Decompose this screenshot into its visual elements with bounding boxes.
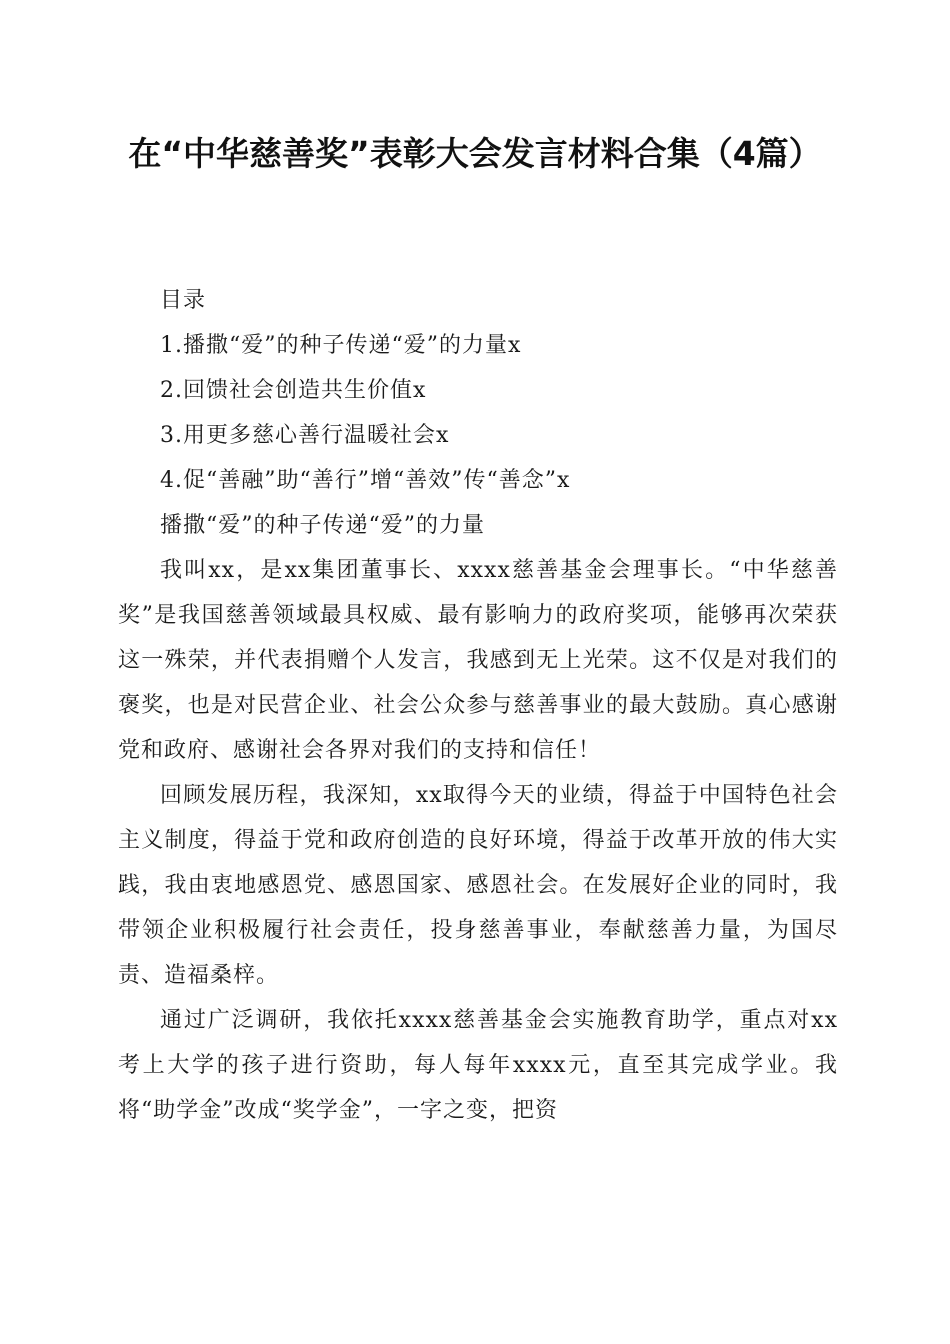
toc-heading: 目录 [160,288,207,313]
paragraph-1: 我叫xx，是xx集团董事长、xxxx慈善基金会理事长。“中华慈善奖”是我国慈善领域最具权威、最有影响力的政府奖项，能够再次荣获这一殊荣，并代表捐赠个人发言，我感到无上光荣。这不仅是对我们的褒奖，也是对民营企业、社会公众参与慈善事业的最大鼓励。真心感谢党和政府、感谢社会各界对我们的支持和信任！ [118,558,838,763]
toc-item-2: 2.回馈社会创造共生价值x [160,378,427,403]
toc-item-4: 4.促“善融”助“善行”增“善效”传“善念”x [160,468,571,493]
paragraph-3: 通过广泛调研，我依托xxxx慈善基金会实施教育助学，重点对xx考上大学的孩子进行资助，每人每年xxxx元，直至其完成学业。我将“助学金”改成“奖学金”，一字之变，把资 [118,1008,838,1123]
toc-item-1: 1.播撒“爱”的种子传递“爱”的力量x [160,333,522,358]
document-body [118,278,838,1133]
section-title: 播撒“爱”的种子传递“爱”的力量 [160,513,485,538]
document-title: 在“中华慈善奖”表彰大会发言材料合集（4篇） [128,134,822,173]
paragraph-2: 回顾发展历程，我深知，xx取得今天的业绩，得益于中国特色社会主义制度，得益于党和政府创造的良好环境，得益于改革开放的伟大实践，我由衷地感恩党、感恩国家、感恩社会。在发展好企业的同时，我带领企业积极履行社会责任，投身慈善事业，奉献慈善力量，为国尽责、造福桑梓。 [118,783,838,988]
toc-item-3: 3.用更多慈心善行温暖社会x [160,423,450,448]
